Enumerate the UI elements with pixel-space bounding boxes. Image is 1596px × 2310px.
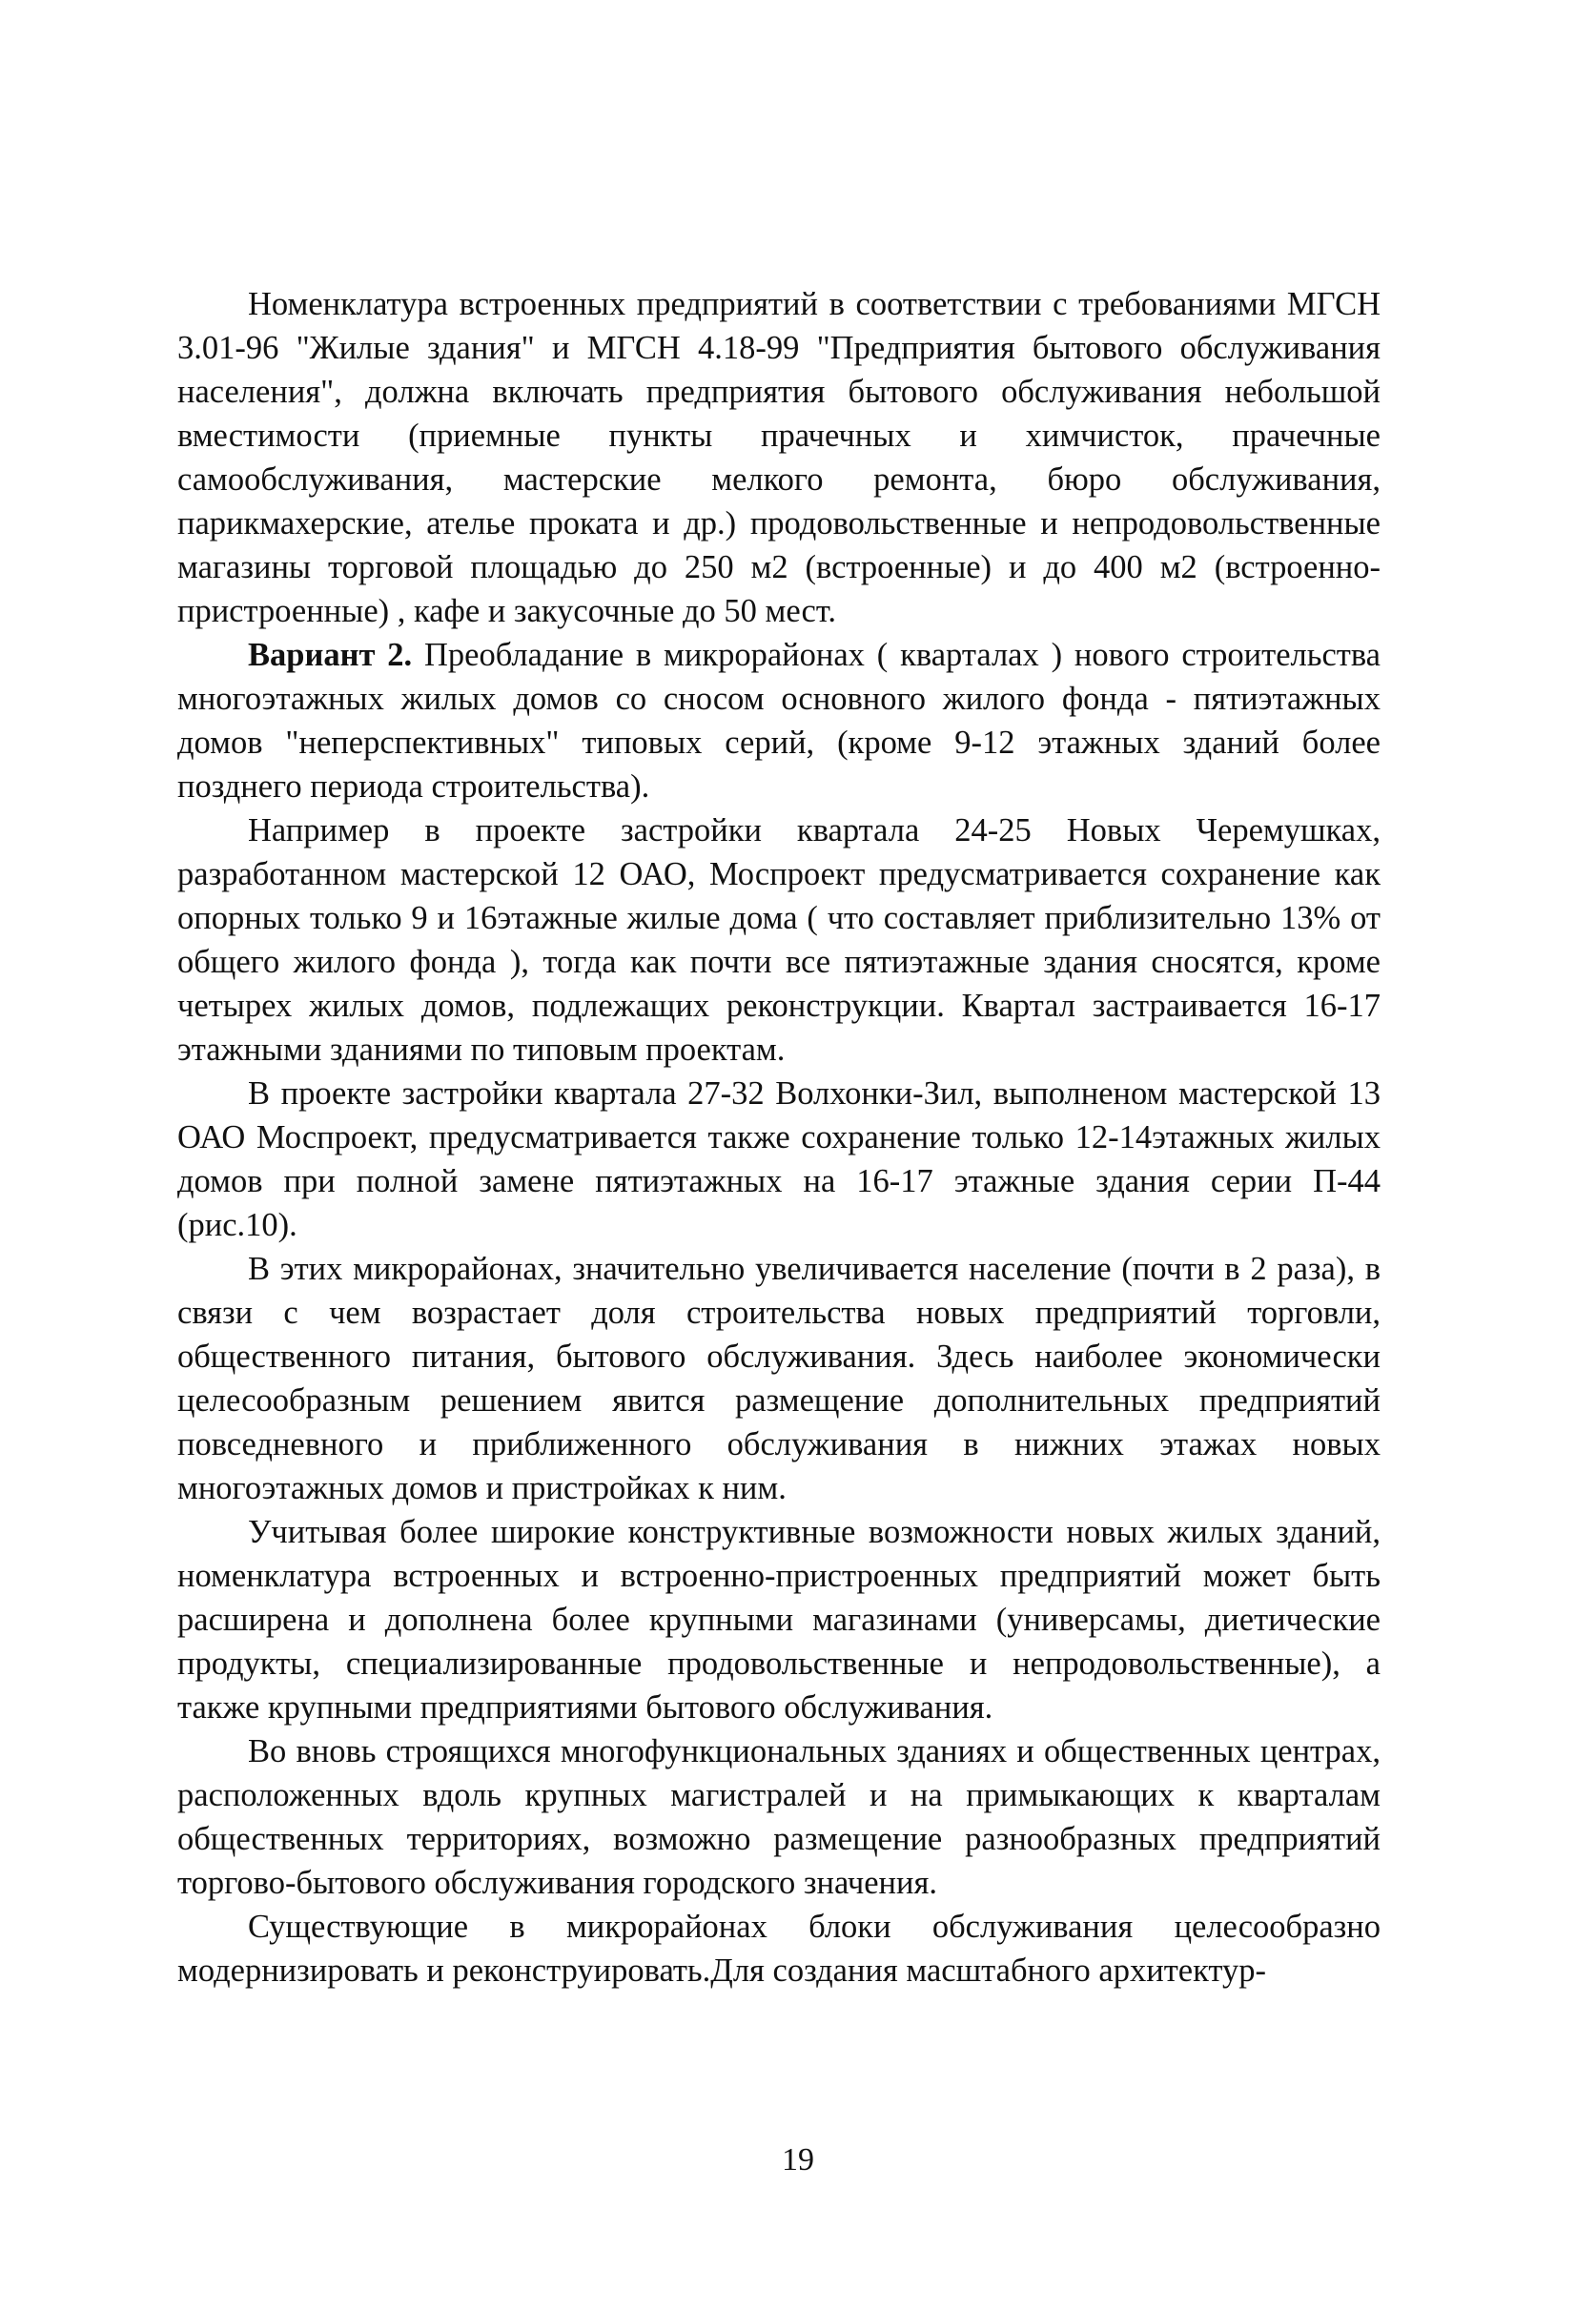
paragraph-text: Номенклатура встроенных предприятий в соответствии с требованиями МГСН 3.01-96 "Жилые здания" и МГСН 4.18-99 "Предприятия бытового обслуживания населения", должна включать предприятия бытового обслуживания небольшой вместимости (приемные пункты прачечных и химчисток, прачечные самообслуживания, мастерские мелкого ремонта, бюро обслуживания, парикмахерские, ателье проката и др.) продовольственные и непродовольственные магазины торговой площадью до 250 м2 (встроенные) и до 400 м2 (встроенно-пристроенные) , кафе и закусочные до 50 мест. bbox=[177, 286, 1381, 629]
paragraph-nomenclature bbox=[177, 282, 1381, 633]
page-number: 19 bbox=[782, 2142, 814, 2177]
paragraph-multifunctional-buildings bbox=[177, 1729, 1381, 1905]
paragraph-volkhonka-example bbox=[177, 1072, 1381, 1247]
variant-2-heading: Вариант 2. bbox=[248, 637, 413, 673]
paragraph-text: Учитывая более широкие конструктивные возможности новых жилых зданий, номенклатура встроенных и встроенно-пристроенных предприятий может быть расширена и дополнена более крупными магазинами (универсамы, диетические продукты, специализированные продовольственные и непродовольственные), а также крупными предприятиями бытового обслуживания. bbox=[177, 1514, 1381, 1726]
paragraph-constructive-possibilities bbox=[177, 1510, 1381, 1729]
paragraph-text: Существующие в микрорайонах блоки обслуживания целесообразно модернизировать и реконструировать.Для создания масштабного архитектур- bbox=[177, 1909, 1381, 1989]
paragraph-text: В этих микрорайонах, значительно увеличивается население (почти в 2 раза), в связи с чем возрастает доля строительства новых предприятий торговли, общественного питания, бытового обслуживания. Здесь наиболее экономически целесообразным решением явится размещение дополнительных предприятий повседневного и приближенного обслуживания в нижних этажах новых многоэтажных домов и пристройках к ним. bbox=[177, 1251, 1381, 1506]
paragraph-population-growth bbox=[177, 1247, 1381, 1510]
paragraph-service-blocks bbox=[177, 1905, 1381, 1993]
paragraph-variant-2 bbox=[177, 633, 1381, 808]
paragraph-cheremushki-example bbox=[177, 808, 1381, 1072]
paragraph-text: Во вновь строящихся многофункциональных зданиях и общественных центрах, расположенных вдоль крупных магистралей и на примыкающих к кварталам общественных территориях, возможно размещение разнообразных предприятий торгово-бытового обслуживания городского значения. bbox=[177, 1733, 1381, 1901]
body-text bbox=[177, 282, 1381, 1993]
paragraph-text: Преобладание в микрорайонах ( кварталах ) нового строительства многоэтажных жилых домов со сносом основного жилого фонда - пятиэтажных домов "неперспективных" типовых серий, (кроме 9-12 этажных зданий более позднего периода строительства). bbox=[177, 637, 1381, 805]
paragraph-text: В проекте застройки квартала 27-32 Волхонки-Зил, выполненом мастерской 13 ОАО Моспроект, предусматривается также сохранение только 12-14этажных жилых домов при полной замене пятиэтажных на 16-17 этажные здания серии П-44 (рис.10). bbox=[177, 1075, 1381, 1243]
paragraph-text: Например в проекте застройки квартала 24-25 Новых Черемушках, разработанном мастерской 12 ОАО, Моспроект предусматривается сохранение как опорных только 9 и 16этажные жилые дома ( что составляет приблизительно 13% от общего жилого фонда ), тогда как почти все пятиэтажные здания сносятся, кроме четырех жилых домов, подлежащих реконструкции. Квартал застраивается 16-17 этажными зданиями по типовым проектам. bbox=[177, 812, 1381, 1068]
